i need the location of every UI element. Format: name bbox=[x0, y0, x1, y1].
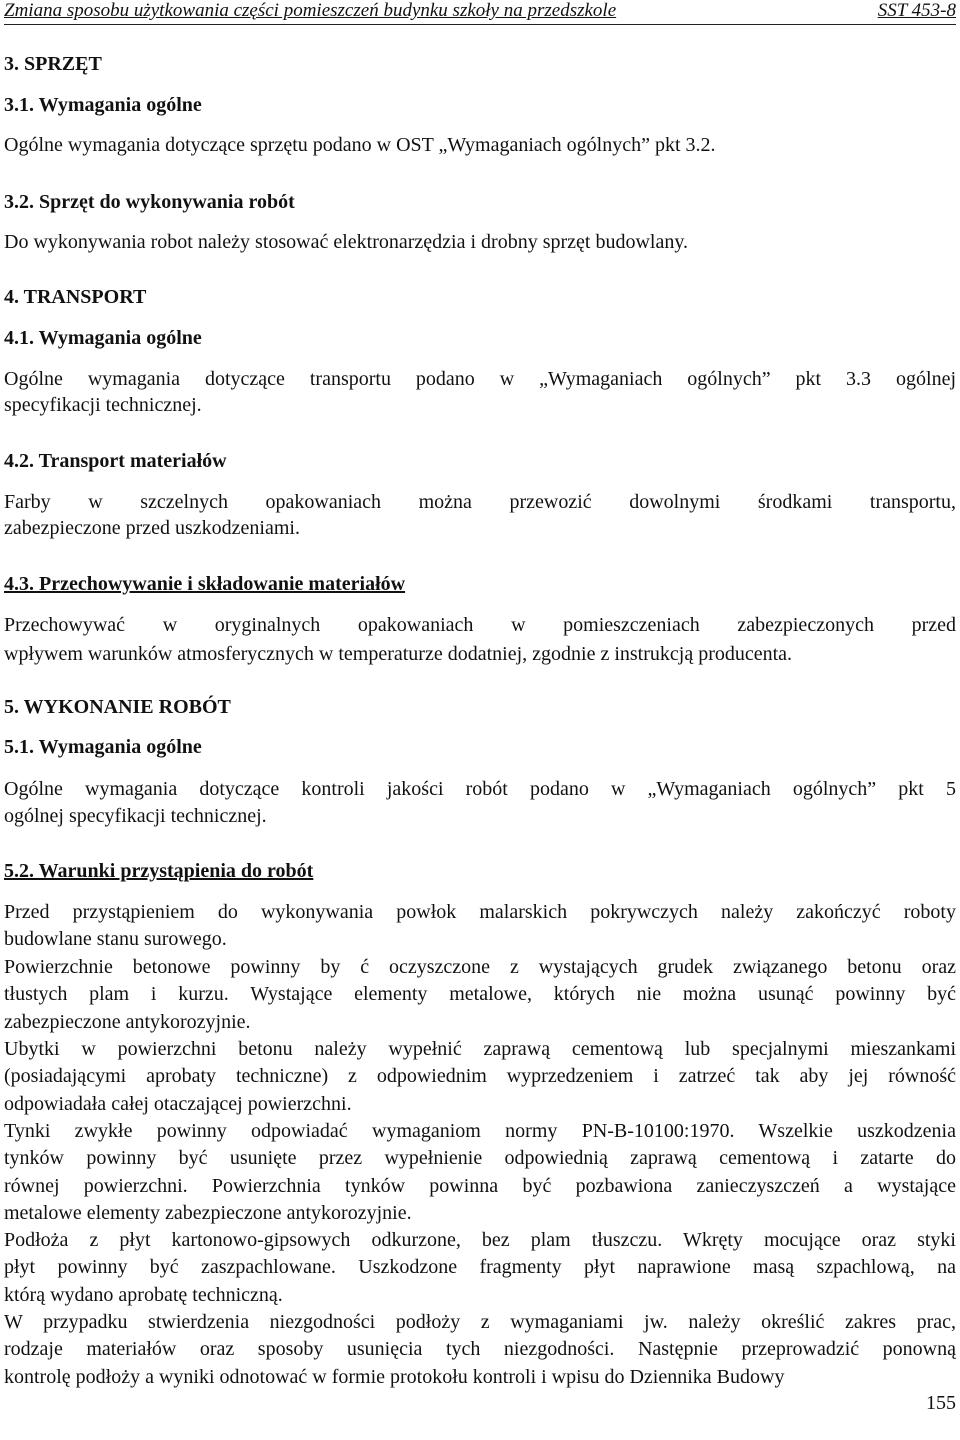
section-5-1-heading: 5.1. Wymagania ogólne bbox=[4, 736, 202, 758]
section-5-2-text-line: równej powierzchni. Powierzchnia tynków powinna być pozbawiona zanieczyszczeń a wystające bbox=[4, 1175, 956, 1197]
section-5-2-text-line: Przed przystąpieniem do wykonywania powłok malarskich pokrywczych należy zakończyć roboty bbox=[4, 901, 956, 923]
section-5-2-text-line: Tynki zwykłe powinny odpowiadać wymaganiom normy PN-B-10100:1970. Wszelkie uszkodzenia bbox=[4, 1120, 956, 1142]
section-3-2-text: Do wykonywania robot należy stosować elektronarzędzia i drobny sprzęt budowlany. bbox=[4, 231, 689, 253]
section-5-2-text-line: (posiadającymi aprobaty techniczne) z odpowiednim wyprzedzeniem i zatrzeć tak aby jej równość bbox=[4, 1065, 956, 1087]
section-5-2-text-line: metalowe elementy zabezpieczone antykorozyjnie. bbox=[4, 1202, 412, 1224]
section-4-3-text-line: wpływem warunków atmosferycznych w temperaturze dodatniej, zgodnie z instrukcją producenta. bbox=[4, 643, 793, 665]
section-5-2-text-line: Ubytki w powierzchni betonu należy wypełnić zaprawą cementową lub specjalnymi mieszankami bbox=[4, 1038, 956, 1060]
section-5-2-text-line: którą wydano aprobatę techniczną. bbox=[4, 1284, 283, 1306]
section-5-2-text-line: płyt powinny być zaszpachlowane. Uszkodzone fragmenty płyt naprawione masą szpachlową, na bbox=[4, 1256, 956, 1278]
header-code: SST 453-8 bbox=[877, 0, 956, 21]
section-4-2-text-line: Farby w szczelnych opakowaniach można przewozić dowolnymi środkami transportu, bbox=[4, 491, 956, 513]
page-header bbox=[4, 0, 956, 25]
section-5-2-text-line: kontrolę podłoży a wyniki odnotować w formie protokołu kontroli i wpisu do Dziennika Budowy bbox=[4, 1366, 785, 1388]
page-number: 155 bbox=[926, 1392, 956, 1414]
section-4-2-heading: 4.2. Transport materiałów bbox=[4, 450, 227, 472]
section-5-2-text-line: zabezpieczone antykorozyjnie. bbox=[4, 1011, 251, 1033]
section-5-heading: 5. WYKONANIE ROBÓT bbox=[4, 696, 231, 718]
header-title: Zmiana sposobu użytkowania części pomieszczeń budynku szkoły na przedszkole bbox=[4, 0, 617, 21]
section-5-2-text-line: budowlane stanu surowego. bbox=[4, 928, 227, 950]
section-5-1-text-line: ogólnej specyfikacji technicznej. bbox=[4, 805, 267, 827]
section-3-heading: 3. SPRZĘT bbox=[4, 53, 102, 75]
section-5-2-text-line: tynków powinny być usunięte przez wypełnienie odpowiednią zaprawą cementową i zatarte do bbox=[4, 1147, 956, 1169]
section-4-2-text-line: zabezpieczone przed uszkodzeniami. bbox=[4, 517, 300, 539]
section-4-1-text-line: Ogólne wymagania dotyczące transportu podano w „Wymaganiach ogólnych” pkt 3.3 ogólnej bbox=[4, 368, 956, 390]
section-4-3-heading: 4.3. Przechowywanie i składowanie materiałów bbox=[4, 573, 406, 595]
section-3-1-text: Ogólne wymagania dotyczące sprzętu podano w OST „Wymaganiach ogólnych” pkt 3.2. bbox=[4, 134, 716, 156]
section-4-3-text-line: Przechowywać w oryginalnych opakowaniach w pomieszczeniach zabezpieczonych przed bbox=[4, 614, 956, 636]
section-4-1-text-line: specyfikacji technicznej. bbox=[4, 394, 202, 416]
section-4-1-heading: 4.1. Wymagania ogólne bbox=[4, 327, 202, 349]
section-5-2-text-line: W przypadku stwierdzenia niezgodności podłoży z wymaganiami jw. należy określić zakres prac, bbox=[4, 1311, 956, 1333]
section-5-2-text-line: odpowiadała całej otaczającej powierzchni. bbox=[4, 1093, 352, 1115]
section-5-2-text-line: rodzaje materiałów oraz sposoby usunięcia tych niezgodności. Następnie przeprowadzić ponowną bbox=[4, 1338, 956, 1360]
section-5-1-text-line: Ogólne wymagania dotyczące kontroli jakości robót podano w „Wymaganiach ogólnych” pkt 5 bbox=[4, 778, 956, 800]
section-4-heading: 4. TRANSPORT bbox=[4, 286, 147, 308]
section-3-1-heading: 3.1. Wymagania ogólne bbox=[4, 94, 202, 116]
section-3-2-heading: 3.2. Sprzęt do wykonywania robót bbox=[4, 191, 295, 213]
section-5-2-text-line: tłustych plam i kurzu. Wystające elementy metalowe, których nie można usunąć powinny być bbox=[4, 983, 956, 1005]
section-5-2-text-line: Podłoża z płyt kartonowo-gipsowych odkurzone, bez plam tłuszczu. Wkręty mocujące oraz styki bbox=[4, 1229, 956, 1251]
section-5-2-heading: 5.2. Warunki przystąpienia do robót bbox=[4, 860, 314, 882]
section-5-2-text-line: Powierzchnie betonowe powinny by ć oczyszczone z wystających grudek związanego betonu oraz bbox=[4, 956, 956, 978]
